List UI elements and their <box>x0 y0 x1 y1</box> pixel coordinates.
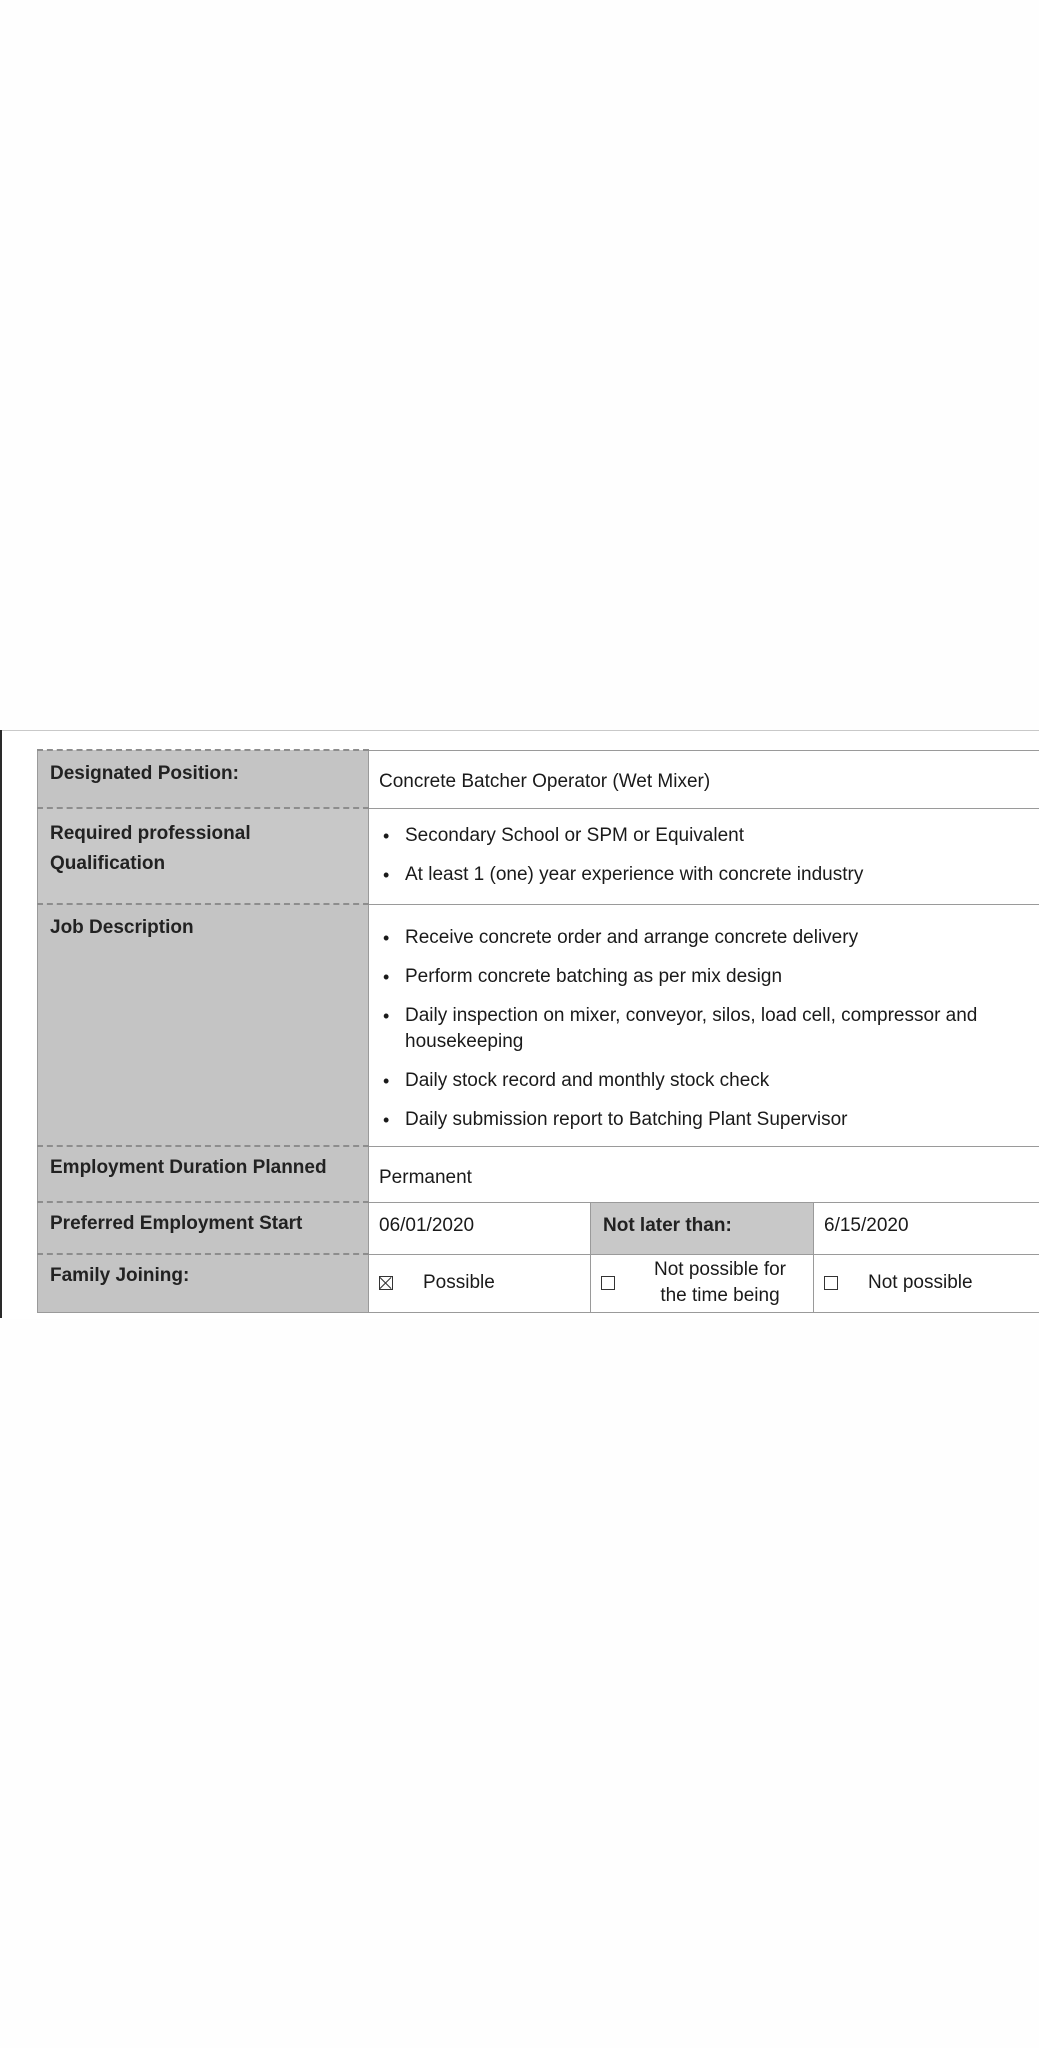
row-employment-start <box>38 1202 1039 1254</box>
family-option-not-possible[interactable]: Not possible <box>814 1254 1039 1312</box>
row-job-description <box>38 904 1039 1146</box>
list-item: • Daily inspection on mixer, conveyor, silos, load cell, compressor and housekeeping <box>383 1004 978 1052</box>
checkbox-checked-icon[interactable] <box>379 1276 393 1290</box>
qualification-label: Required professional Qualification <box>38 808 369 904</box>
list-item: • Secondary School or SPM or Equivalent <box>383 824 745 846</box>
designated-position-value: Concrete Batcher Operator (Wet Mixer) <box>369 750 1039 808</box>
list-item: • Daily submission report to Batching Plant Supervisor <box>383 1108 848 1130</box>
family-joining-label: Family Joining: <box>38 1254 369 1312</box>
job-description-value <box>369 904 1039 1146</box>
designated-position-label: Designated Position: <box>38 750 369 808</box>
scanned-document <box>0 730 1039 1319</box>
list-item: • Perform concrete batching as per mix design <box>383 965 783 987</box>
not-later-than-label: Not later than: <box>591 1202 814 1254</box>
employment-duration-value: Permanent <box>369 1146 1039 1202</box>
list-item: • Daily stock record and monthly stock check <box>383 1069 770 1091</box>
family-option-possible[interactable]: Possible <box>369 1254 591 1312</box>
job-description-label: Job Description <box>38 904 369 1146</box>
job-posting-table <box>37 749 1039 1313</box>
scan-edge-divider <box>0 730 2 1318</box>
row-family-joining <box>38 1254 1039 1312</box>
checkbox-icon[interactable] <box>824 1276 838 1290</box>
employment-start-label: Preferred Employment Start <box>38 1202 369 1254</box>
employment-duration-label: Employment Duration Planned <box>38 1146 369 1202</box>
list-item: • Receive concrete order and arrange concrete delivery <box>383 926 859 948</box>
not-later-than-value: 6/15/2020 <box>814 1202 1039 1254</box>
employment-start-value: 06/01/2020 <box>369 1202 591 1254</box>
row-designated-position <box>38 750 1039 808</box>
row-employment-duration <box>38 1146 1039 1202</box>
qualification-value <box>369 808 1039 904</box>
family-option-not-possible-for-now[interactable]: Not possible for the time being <box>591 1254 814 1312</box>
row-qualification <box>38 808 1039 904</box>
list-item: • At least 1 (one) year experience with concrete industry <box>383 863 864 885</box>
checkbox-icon[interactable] <box>601 1276 615 1290</box>
